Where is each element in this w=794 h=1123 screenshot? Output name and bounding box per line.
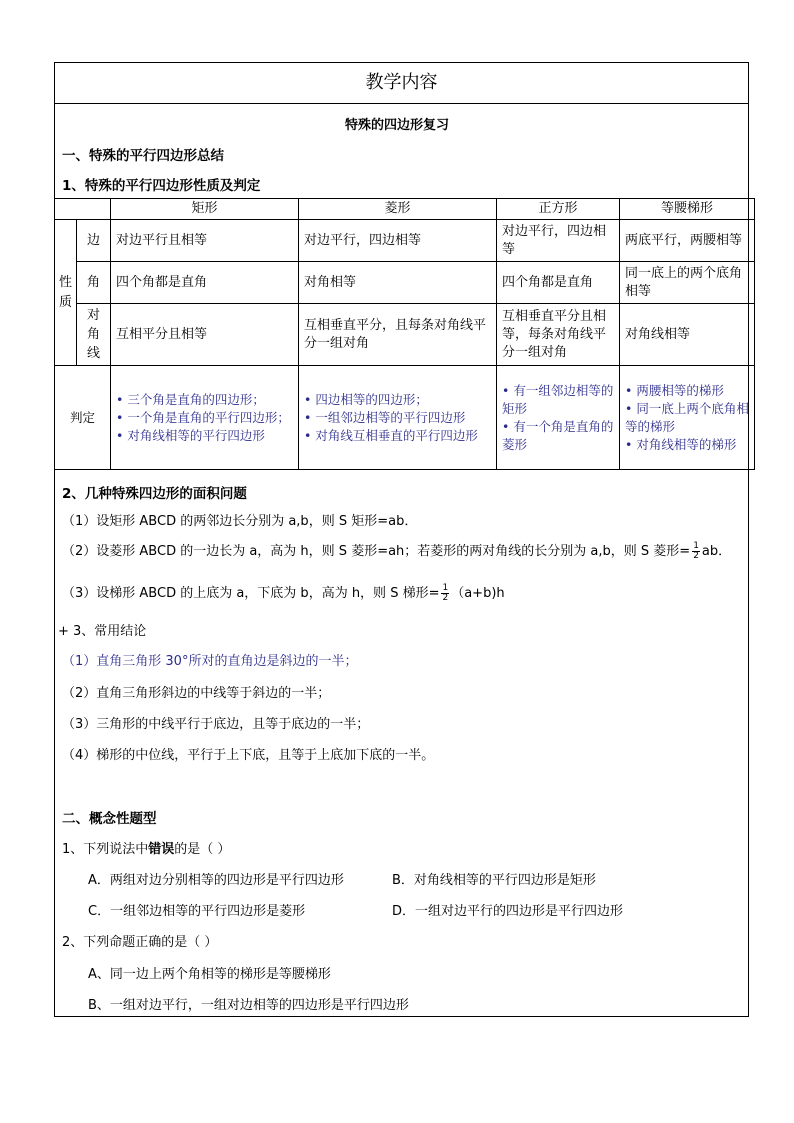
table-cell: 对角相等 (299, 262, 497, 304)
table-cell: 互相垂直平分，且每条对角线平分一组对角 (299, 304, 497, 366)
table-cell: 同一底上的两个底角相等 (620, 262, 755, 304)
judge-item: • 有一个角是直角的菱形 (502, 418, 614, 452)
table-cell: 四个角都是直角 (497, 262, 620, 304)
question-1-suffix: 的是（ ） (174, 842, 231, 857)
col-header: 等腰梯形 (620, 199, 755, 220)
col-header: 菱形 (299, 199, 497, 220)
table-cell: 对边平行，四边相等 (497, 220, 620, 262)
conclusion-4: （4）梯形的中位线，平行于上下底，且等于上底加下底的一半。 (62, 748, 435, 763)
judge-item: • 对角线互相垂直的平行四边形 (304, 427, 478, 443)
properties-table (54, 198, 755, 470)
fraction-numerator: 1 (693, 541, 699, 551)
section1-sub2: 2、几种特殊四边形的面积问题 (62, 486, 247, 502)
row-label: 边 (77, 220, 111, 262)
judge-item: • 对角线相等的梯形 (625, 436, 737, 452)
question-2: 2、下列命题正确的是（ ） (62, 935, 218, 950)
row-label-text: 对角线 (86, 308, 100, 361)
area-item-2-tail: ab． (701, 544, 732, 559)
fraction (692, 542, 700, 561)
judge-item: • 两腰相等的梯形 (625, 382, 724, 398)
conclusion-3: （3）三角形的中线平行于底边，且等于底边的一半； (62, 717, 370, 732)
fraction-denominator: 2 (442, 593, 449, 603)
option-c: C．一组邻边相等的平行四边形是菱形 (88, 904, 306, 919)
table-cell: 两底平行，两腰相等 (620, 220, 755, 262)
judge-item: • 四边相等的四边形； (304, 391, 428, 407)
area-item-2-text: （2）设菱形 ABCD 的一边长为 a，高为 h，则 S 菱形=ah；若菱形的两对角线的长分别为 a,b，则 S 菱形= (62, 544, 691, 559)
table-cell: 对边平行，四边相等 (299, 220, 497, 262)
page-title: 教学内容 (54, 62, 749, 104)
judge-label: 判定 (55, 366, 111, 470)
judge-cell (497, 366, 620, 470)
fraction-denominator: 2 (693, 551, 699, 561)
table-cell: 四个角都是直角 (111, 262, 299, 304)
q2-option-a: A、同一边上两个角相等的梯形是等腰梯形 (88, 967, 331, 982)
table-cell: 互相平分且相等 (111, 304, 299, 366)
area-item-3-text: （3）设梯形 ABCD 的上底为 a，下底为 b，高为 h，则 S 梯形= (62, 586, 440, 601)
corner-cell (55, 199, 111, 220)
judge-cell (111, 366, 299, 470)
question-1-prefix: 1、下列说法中 (62, 842, 149, 857)
q2-option-b: B、一组对边平行，一组对边相等的四边形是平行四边形 (88, 998, 409, 1013)
area-item-3-tail: （a+b)h (451, 586, 505, 601)
conclusion-1: （1）直角三角形 30°所对的直角边是斜边的一半； (62, 654, 358, 669)
judge-item: • 有一组邻边相等的矩形 (502, 382, 614, 416)
section1-sub1: 1、特殊的平行四边形性质及判定 (62, 178, 261, 194)
fraction (441, 584, 449, 603)
conclusion-2: （2）直角三角形斜边的中线等于斜边的一半； (62, 686, 331, 701)
table-cell: 对角线相等 (620, 304, 755, 366)
group-label-text: 性质 (58, 274, 72, 310)
judge-item: • 同一底上两个底角相等的梯形 (625, 400, 749, 434)
subtitle: 特殊的四边形复习 (344, 118, 449, 133)
area-item-2 (62, 540, 731, 561)
col-header: 矩形 (111, 199, 299, 220)
col-header: 正方形 (497, 199, 620, 220)
judge-item: • 一组邻边相等的平行四边形 (304, 409, 466, 425)
section1-sub3: + 3、常用结论 (58, 624, 147, 639)
option-a: A．两组对边分别相等的四边形是平行四边形 (88, 873, 344, 888)
section1-heading: 一、特殊的平行四边形总结 (62, 148, 224, 164)
table-cell: 互相垂直平分且相等，每条对角线平分一组对角 (497, 304, 620, 366)
question-1-emphasis: 错误 (148, 842, 175, 857)
option-b: B．对角线相等的平行四边形是矩形 (392, 873, 596, 888)
option-d: D．一组对边平行的四边形是平行四边形 (392, 904, 624, 919)
row-label: 角 (77, 262, 111, 304)
judge-item: • 三个角是直角的四边形； (116, 391, 265, 407)
judge-item: • 一个角是直角的平行四边形； (116, 409, 290, 425)
area-item-1: （1）设矩形 ABCD 的两邻边长分别为 a,b，则 S 矩形=ab． (62, 514, 418, 529)
section2-heading: 二、概念性题型 (62, 811, 157, 827)
fraction-numerator: 1 (442, 583, 449, 593)
area-item-3 (62, 582, 505, 603)
group-label (55, 220, 77, 366)
row-label (77, 304, 111, 366)
judge-cell (299, 366, 497, 470)
judge-cell (620, 366, 755, 470)
judge-item: • 对角线相等的平行四边形 (116, 427, 265, 443)
table-cell: 对边平行且相等 (111, 220, 299, 262)
question-1 (62, 838, 230, 857)
